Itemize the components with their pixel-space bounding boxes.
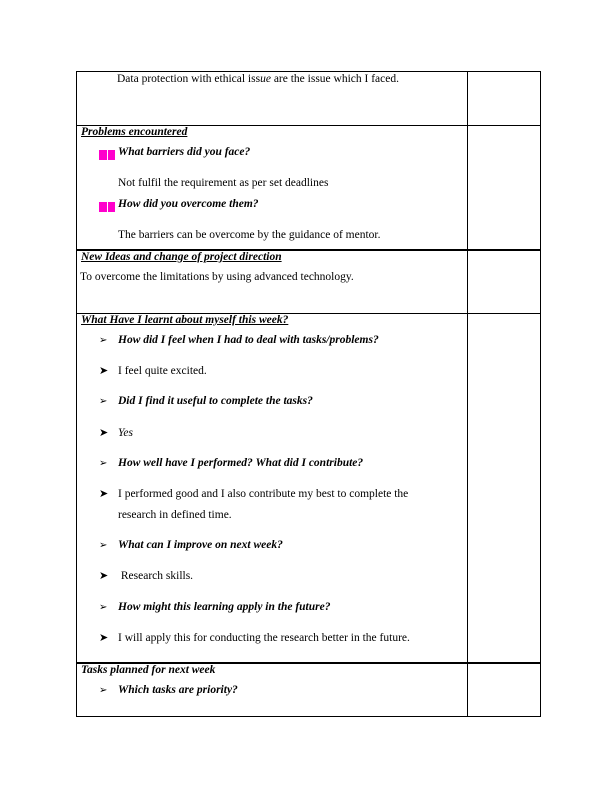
answer-barriers: Not fulfil the requirement as per set deadlines — [118, 177, 329, 189]
arrow-icon: ➢ — [99, 335, 108, 346]
answer-improve: Research skills. — [118, 570, 194, 582]
main-cell — [77, 314, 468, 664]
arrow-icon: ➤ — [99, 487, 109, 500]
question-future: How might this learning apply in the future? — [118, 601, 331, 613]
question-barriers: What barriers did you face? — [118, 146, 251, 158]
side-cell — [468, 72, 541, 126]
table-row — [77, 250, 541, 314]
answer-performed-line2: research in defined time. — [118, 509, 232, 521]
arrow-icon: ➢ — [99, 396, 108, 407]
problems-heading: Problems encountered — [81, 126, 188, 138]
side-cell — [468, 126, 541, 251]
answer-performed-line1: I performed good and I also contribute my best to complete the — [118, 488, 409, 500]
table-row — [77, 314, 541, 664]
question-performed: How well have I performed? What did I contribute? — [118, 457, 364, 469]
answer-feel: I feel quite excited. — [118, 365, 207, 377]
arrow-icon: ➤ — [99, 631, 109, 644]
arrow-icon: ➢ — [99, 458, 108, 469]
table-row — [77, 126, 541, 251]
arrow-icon: ➤ — [99, 364, 109, 377]
main-cell — [77, 126, 468, 251]
side-cell — [468, 314, 541, 664]
table-row — [77, 663, 541, 717]
table-row — [77, 72, 541, 126]
ideas-heading: New Ideas and change of project direction — [81, 251, 282, 263]
main-cell — [77, 72, 468, 126]
side-cell — [468, 250, 541, 314]
issue-statement: Data protection with ethical issue are the issue which I faced. — [117, 73, 399, 85]
bullet-icon — [99, 150, 115, 160]
main-cell — [77, 250, 468, 314]
answer-useful: Yes — [118, 427, 133, 439]
arrow-icon: ➤ — [99, 569, 109, 582]
question-feel: How did I feel when I had to deal with tasks/problems? — [118, 334, 379, 346]
main-cell — [77, 663, 468, 717]
answer-overcome: The barriers can be overcome by the guidance of mentor. — [118, 229, 381, 241]
arrow-icon: ➤ — [99, 426, 109, 439]
weekly-log-table — [76, 71, 541, 717]
learnt-heading: What Have I learnt about myself this week? — [81, 314, 289, 326]
tasks-heading: Tasks planned for next week — [81, 664, 216, 676]
question-useful: Did I find it useful to complete the tasks? — [118, 395, 313, 407]
bullet-icon — [99, 202, 115, 212]
arrow-icon: ➢ — [99, 602, 108, 613]
answer-future: I will apply this for conducting the research better in the future. — [118, 632, 410, 644]
question-priority: Which tasks are priority? — [118, 684, 238, 696]
ideas-text: To overcome the limitations by using advanced technology. — [80, 271, 354, 283]
question-improve: What can I improve on next week? — [118, 539, 283, 551]
side-cell — [468, 663, 541, 717]
arrow-icon: ➢ — [99, 685, 108, 696]
arrow-icon: ➢ — [99, 540, 108, 551]
question-overcome: How did you overcome them? — [118, 198, 259, 210]
